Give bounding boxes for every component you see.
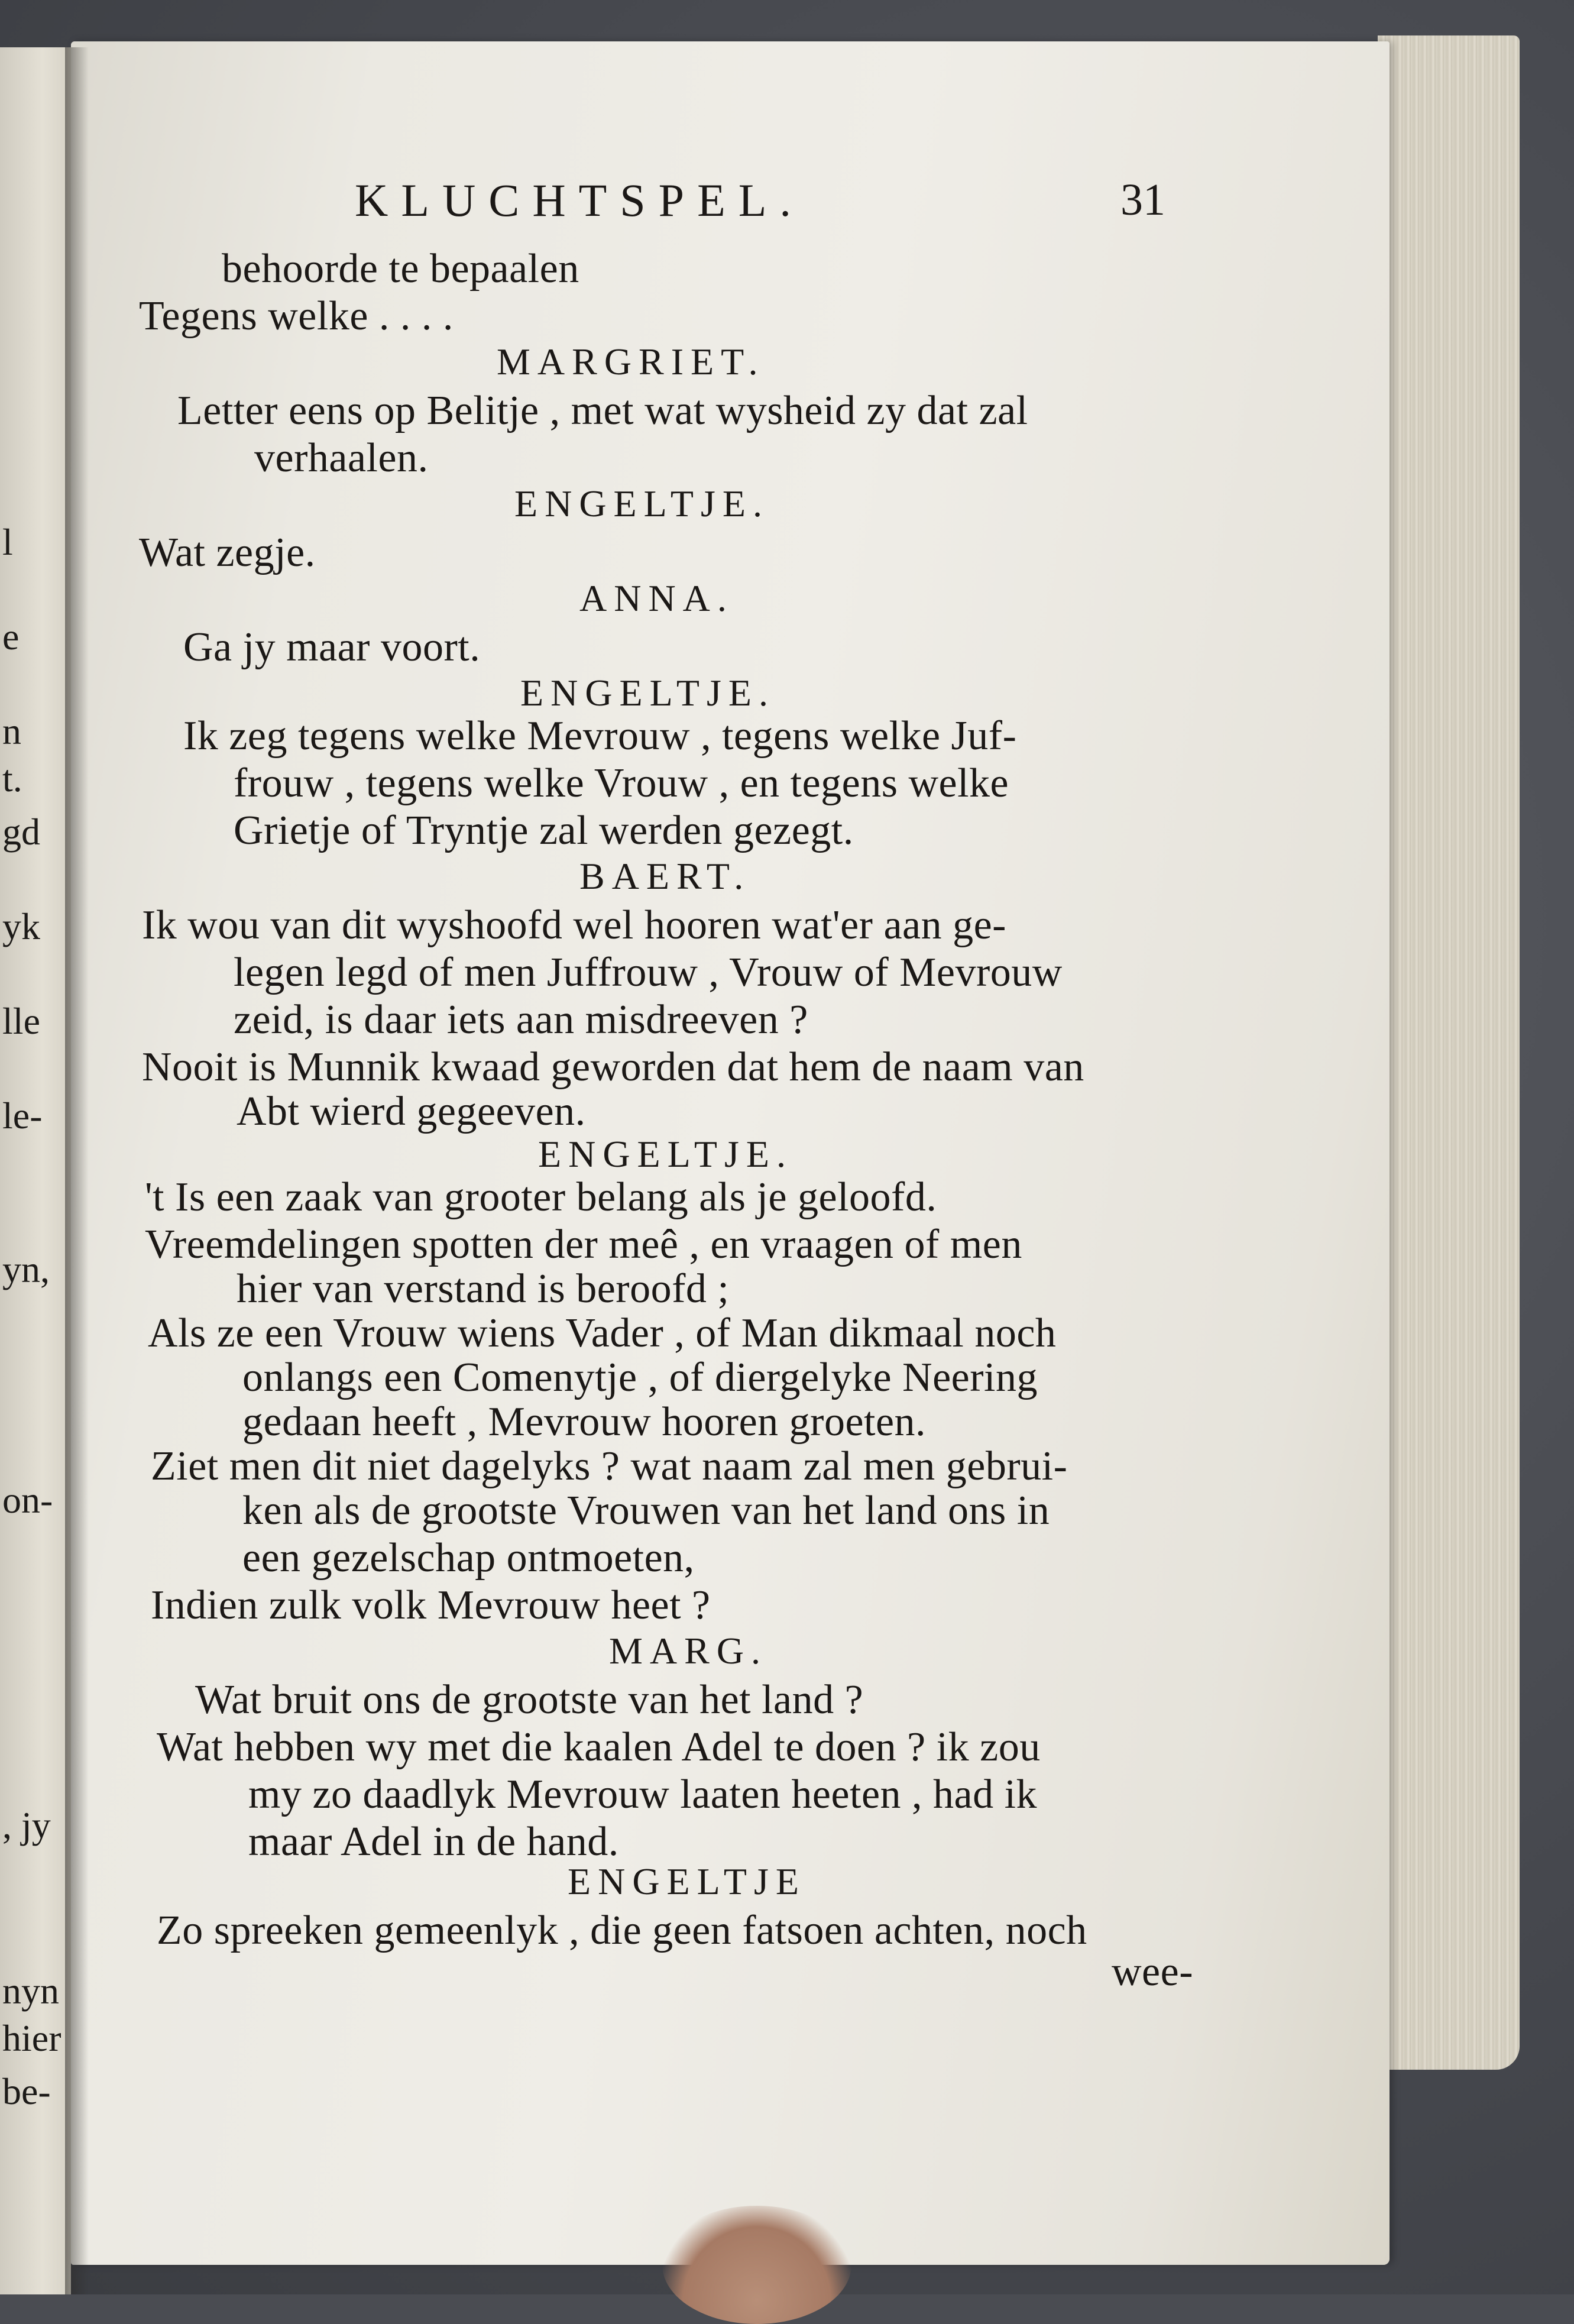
text-line: Ga jy maar voort. xyxy=(183,624,481,670)
text-line: Wat zegje. xyxy=(139,530,316,575)
left-fragment: le- xyxy=(2,1095,43,1137)
left-fragment: l xyxy=(2,521,13,563)
catchword: wee- xyxy=(1112,1949,1194,1995)
speaker-name: ENGELTJE. xyxy=(520,672,775,714)
left-fragment: n xyxy=(2,710,21,752)
left-fragment: gd xyxy=(2,811,40,853)
text-line: Ik zeg tegens welke Mevrouw , tegens welke Juf- xyxy=(183,713,1017,759)
text-line: Letter eens op Belitje , met wat wysheid zy dat zal xyxy=(177,388,1028,433)
text-line: Nooit is Munnik kwaad geworden dat hem de naam van xyxy=(142,1044,1084,1090)
text-line: my zo daadlyk Mevrouw laaten heeten , had ik xyxy=(248,1772,1038,1817)
text-line: ken als de grootste Vrouwen van het land ons in xyxy=(242,1488,1050,1533)
text-line: Vreemdelingen spotten der meê , en vraagen of men xyxy=(145,1222,1022,1267)
left-fragment: lle xyxy=(2,1000,40,1042)
speaker-name: MARGRIET. xyxy=(497,341,765,383)
left-fragment: t. xyxy=(2,758,22,800)
text-line: Indien zulk volk Mevrouw heet ? xyxy=(151,1582,711,1628)
text-line: maar Adel in de hand. xyxy=(248,1819,619,1865)
left-fragment: nyn xyxy=(2,1970,59,2012)
speaker-name: ANNA. xyxy=(579,577,734,619)
text-line: een gezelschap ontmoeten, xyxy=(242,1535,695,1581)
text-line: Als ze een Vrouw wiens Vader , of Man dikmaal noch xyxy=(148,1310,1057,1356)
text-line: 't Is een zaak van grooter belang als je geloofd. xyxy=(145,1174,937,1220)
left-fragment: , jy xyxy=(2,1804,51,1846)
text-line: Grietje of Tryntje zal werden gezegt. xyxy=(234,808,854,853)
speaker-name: MARG. xyxy=(609,1630,768,1672)
text-line: verhaalen. xyxy=(254,435,429,481)
speaker-name: BAERT. xyxy=(579,855,751,897)
text-line: onlangs een Comenytje , of diergelyke Neering xyxy=(242,1355,1038,1400)
page-number: 31 xyxy=(1120,175,1165,225)
left-fragment: hier xyxy=(2,2017,61,2059)
left-fragment: yn, xyxy=(2,1248,50,1290)
left-fragment: on- xyxy=(2,1479,53,1521)
text-line: zeid, is daar iets aan misdreeven ? xyxy=(234,997,808,1043)
text-line: hier van verstand is beroofd ; xyxy=(237,1266,730,1312)
text-line: Ziet men dit niet dagelyks ? wat naam zal men gebrui- xyxy=(151,1443,1068,1489)
text-line: behoorde te bepaalen xyxy=(222,246,579,292)
speaker-name: ENGELTJE. xyxy=(538,1133,793,1175)
text-line: Ik wou van dit wyshoofd wel hooren wat'er aan ge- xyxy=(142,902,1006,948)
text-line: Abt wierd gegeeven. xyxy=(237,1089,586,1134)
text-line: frouw , tegens welke Vrouw , en tegens welke xyxy=(234,760,1009,806)
left-fragment: e xyxy=(2,616,20,658)
left-fragment: yk xyxy=(2,905,40,947)
speaker-name: ENGELTJE xyxy=(568,1860,806,1902)
text-line: legen legd of men Juffrouw , Vrouw of Mevrouw xyxy=(234,950,1063,995)
text-line: Tegens welke . . . . xyxy=(139,293,454,339)
text-line: Wat hebben wy met die kaalen Adel te doen ? ik zou xyxy=(157,1724,1041,1770)
text-line: Wat bruit ons de grootste van het land ? xyxy=(195,1677,864,1723)
running-header: KLUCHTSPEL. xyxy=(355,174,804,226)
left-fragment: be- xyxy=(2,2070,51,2112)
text-line: gedaan heeft , Mevrouw hooren groeten. xyxy=(242,1399,927,1445)
speaker-name: ENGELTJE. xyxy=(514,483,769,525)
text-line: Zo spreeken gemeenlyk , die geen fatsoen achten, noch xyxy=(157,1908,1087,1953)
